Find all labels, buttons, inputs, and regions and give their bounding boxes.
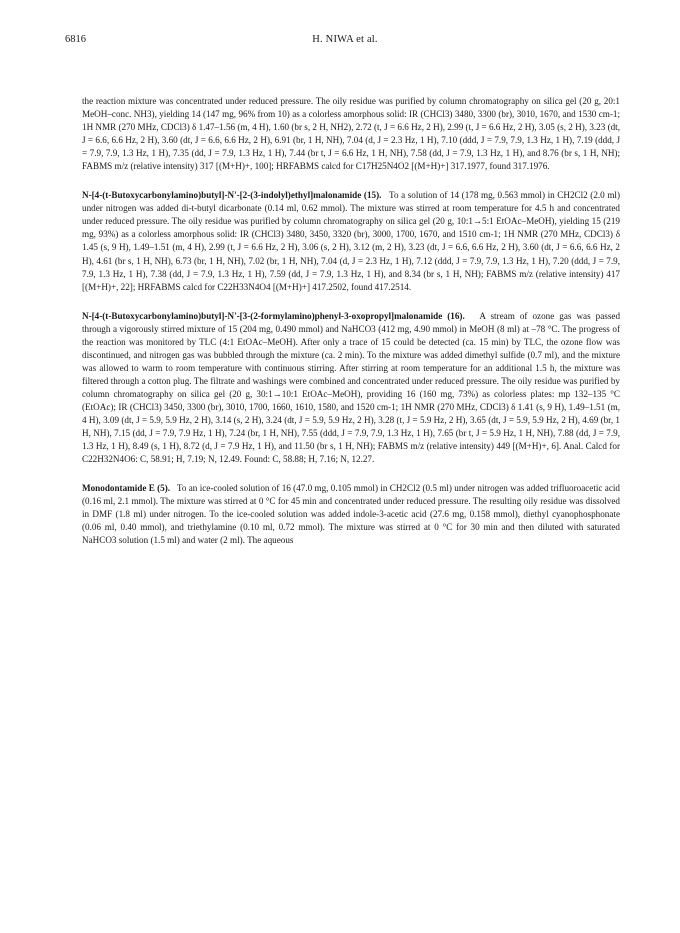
paragraph-monodontamide-e xyxy=(82,482,620,547)
monodontamide-e-heading: Monodontamide E (5). xyxy=(82,483,171,494)
running-head: H. NIWA et al. xyxy=(312,34,378,45)
paragraph-compound-15 xyxy=(82,189,620,293)
page-header xyxy=(65,34,625,50)
paragraph-body: the reaction mixture was concentrated under reduced pressure. The oily residue was purified by column chromatography on silica gel (20 g, 20:1 MeOH–conc. NH3), yielding 14 (147 mg, 96% from 10) as a colorless amorphous solid: IR (CHCl3) 3480, 3300 (br), 3010, 1670, and 1530 cm-1; 1H NMR (270 MHz, CDCl3) δ 1.47–1.56 (m, 4 H), 1.60 (br s, 2 H, NH2), 2.72 (t, J = 6.6 Hz, 2 H), 2.99 (t, J = 6.6 Hz, 2 H), 3.05 (s, 2 H), 3.23 (dt, J = 6.6, 6.6 Hz, 2 H), 3.60 (dt, J = 6.6, 6.6 Hz, 2 H), 6.91 (br, 1 H, NH), 7.04 (d, J = 2.3 Hz, 1 H), 7.10 (ddd, J = 7.9, 7.9, 1.3 Hz, 1 H), 7.19 (ddd, J = 7.9, 7.9, 1.3 Hz, 1 H), 7.35 (dd, J = 7.9, 1.3 Hz, 1 H), 7.44 (br t, J = 6.6 Hz, 1 H, NH), 7.58 (dd, J = 7.9, 1.3 Hz, 1 H), and 8.76 (br s, 1 H, NH); FABMS m/z (relative intensity) 317 [(M+H)+, 100]; HRFABMS calcd for C17H25N4O2 [(M+H)+] 317.1977, found 317.1976. xyxy=(82,96,620,172)
paragraph-body: A stream of ozone gas was passed through a vigorously stirred mixture of 15 (204 mg, 0.490 mmol) and NaHCO3 (412 mg, 4.90 mmol) in MeOH (8 ml) at –78 °C. The progress of the reaction was monitored by TLC (4:1 EtOAc–MeOH). After only a trace of 15 could be detected (ca. 15 min) by TLC, the ozone flow was discontinued, and nitrogen gas was bubbled through the mixture (ca. 2 min). To the mixture was added dimethyl sulfide (0.7 ml), and the mixture was allowed to warm to room temperature with continuous stirring. After stirring at room temperature for an additional 1.5 h, the mixture was filtered through a cotton plug. The filtrate and washings were combined and concentrated under reduced pressure. The oily residue was purified by column chromatography on silica gel (20 g, 30:1→10:1 EtOAc–MeOH), providing 16 (160 mg, 73%) as colorless plates: mp 132–135 °C (EtOAc); IR (CHCl3) 3450, 3300 (br), 3010, 1700, 1660, 1610, 1580, and 1520 cm-1; 1H NMR (270 MHz, CDCl3) δ 1.41 (s, 9 H), 1.49–1.51 (m, 4 H), 3.09 (dt, J = 5.9, 5.9 Hz, 2 H), 3.14 (s, 2 H), 3.24 (dt, J = 5.9, 5.9 Hz, 2 H), 3.28 (t, J = 5.9 Hz, 2 H), 3.65 (dt, J = 5.9, 5.9 Hz, 2 H), 4.69 (br, 1 H, NH), 7.15 (dd, J = 7.9, 7.9 Hz, 1 H), 7.24 (br, 1 H, NH), 7.55 (ddd, J = 7.9, 7.9, 1.3 Hz, 1 H), 7.65 (br t, J = 5.9 Hz, 1 H, NH), 7.88 (dd, J = 7.9, 1.3 Hz, 1 H), 8.49 (s, 1 H), 8.72 (d, J = 7.9 Hz, 1 H), and 11.50 (br s, 1 H, NH); FABMS m/z (relative intensity) 449 [(M+H)+, 6]. Anal. Calcd for C22H32N4O6: C, 58.91; H, 7.19; N, 12.49. Found: C, 58.88; H, 7.16; N, 12.27. xyxy=(82,310,621,465)
paragraph-compound-16 xyxy=(82,310,620,467)
compound-16-heading: N-[4-(t-Butoxycarbonylamino)butyl]-N'-[3-(2-formylamino)phenyl-3-oxopropyl]malonamide (16). xyxy=(82,310,465,321)
compound-15-heading: N-[4-(t-Butoxycarbonylamino)butyl]-N'-[2-(3-indolyl)ethyl]malonamide (15). xyxy=(82,190,382,201)
body-text xyxy=(82,95,620,563)
paragraph-14-continued xyxy=(82,95,620,173)
page-number: 6816 xyxy=(65,34,86,45)
paragraph-body: To an ice-cooled solution of 16 (47.0 mg, 0.105 mmol) in CH2Cl2 (0.5 ml) under nitrogen was added trifluoroacetic acid (0.16 ml, 2.1 mmol). The mixture was stirred at 0 °C for 45 min and concentrated under reduced pressure. The resulting oily residue was dissolved in DMF (1.8 ml) under nitrogen. To the ice-cooled solution was added indole-3-acetic acid (27.6 mg, 0.158 mmol), diethyl cyanophosphonate (0.06 ml, 0.40 mmol), and triethylamine (0.10 ml, 0.72 mmol). The mixture was stirred at 0 °C for 30 min and then diluted with saturated NaHCO3 solution (1.5 ml) and water (2 ml). The aqueous xyxy=(82,483,620,546)
paragraph-body: To a solution of 14 (178 mg, 0.563 mmol) in CH2Cl2 (2.0 ml) under nitrogen was added di-t-butyl dicarbonate (0.14 ml, 0.62 mmol). The mixture was stirred at room temperature for 4.5 h and concentrated under reduced pressure. The oily residue was purified by column chromatography on silica gel (20 g, 10:1→5:1 EtOAc–MeOH), yielding 15 (219 mg, 93%) as a colorless amorphous solid: IR (CHCl3) 3480, 3450, 3320 (br), 3000, 1700, 1670, and 1510 cm-1; 1H NMR (270 MHz, CDCl3) δ 1.45 (s, 9 H), 1.49–1.51 (m, 4 H), 2.99 (t, J = 6.6 Hz, 2 H), 3.06 (s, 2 H), 3.12 (m, 2 H), 3.23 (dt, J = 6.6, 6.6 Hz, 2 H), 3.60 (dt, J = 6.6, 6.6 Hz, 2 H), 4.61 (br s, 1 H, NH), 6.73 (br, 1 H, NH), 7.02 (br, 1 H, NH), 7.04 (d, J = 2.3 Hz, 1 H), 7.12 (ddd, J = 7.9, 7.9, 1.3 Hz, 1 H), 7.20 (ddd, J = 7.9, 7.9, 1.3 Hz, 1 H), 7.38 (dd, J = 7.9, 1.3 Hz, 1 H), 7.59 (dd, J = 7.9, 1.3 Hz, 1 H), and 8.34 (br s, 1 H, NH); FABMS m/z (relative intensity) 417 [(M+H)+, 22]; HRFABMS calcd for C22H33N4O4 [(M+H)+] 417.2502, found 417.2514. xyxy=(82,190,620,292)
